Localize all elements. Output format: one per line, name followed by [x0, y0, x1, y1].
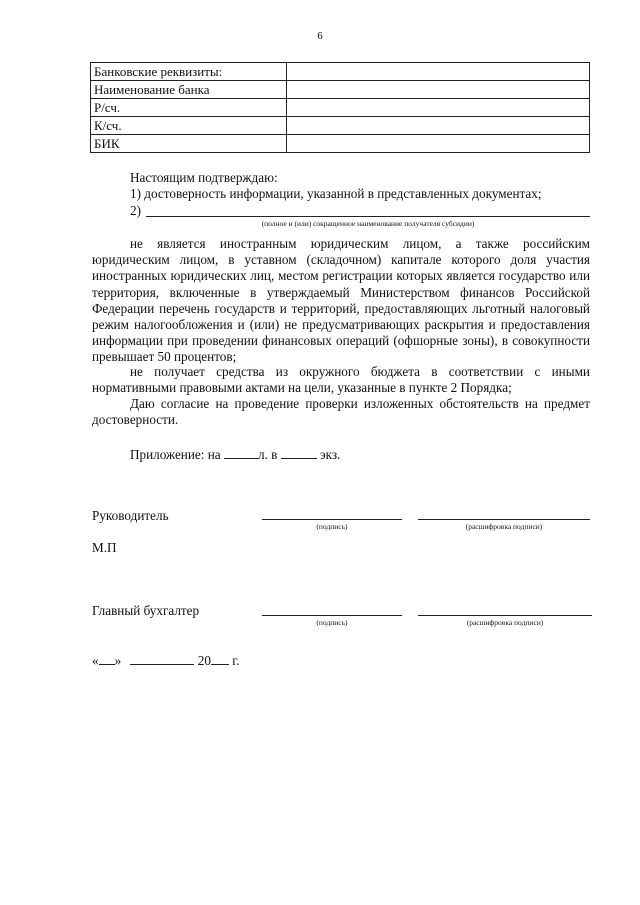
recipient-name-line[interactable] — [146, 216, 590, 217]
recipient-name-caption: (полное и (или) сокращенное наименование получателя субсидии) — [261, 219, 475, 228]
head-label: Руководитель — [92, 508, 169, 523]
accountant-label: Главный бухгалтер — [92, 603, 200, 618]
settlement-account-label: Р/сч. — [91, 99, 287, 117]
date-close-quote: » — [114, 653, 122, 668]
paragraph-consent — [92, 396, 590, 428]
head-signature-line[interactable] — [262, 519, 402, 520]
bik-label: БИК — [91, 135, 287, 153]
accountant-decoding-line[interactable] — [418, 615, 592, 616]
confirmation-item-2-prefix: 2) — [130, 203, 141, 218]
stamp-label: М.П — [92, 540, 117, 555]
appendix-copies-blank[interactable] — [281, 446, 317, 459]
head-decoding-line[interactable] — [418, 519, 590, 520]
date-open-quote: « — [92, 653, 99, 668]
table-row — [91, 99, 590, 117]
table-row — [91, 81, 590, 99]
bik-value[interactable] — [287, 135, 590, 153]
appendix-prefix: Приложение: на — [130, 447, 221, 462]
appendix-suffix: экз. — [319, 447, 341, 462]
appendix-line — [130, 446, 340, 463]
table-row — [91, 117, 590, 135]
confirmation-item-1: 1) достоверность информации, указанной в представленных документах; — [130, 186, 542, 201]
settlement-account-value[interactable] — [287, 99, 590, 117]
correspondent-account-value[interactable] — [287, 117, 590, 135]
accountant-decoding-caption: (расшифровка подписи) — [466, 618, 544, 627]
date-line — [92, 652, 239, 669]
bank-name-value[interactable] — [287, 81, 590, 99]
date-day-blank[interactable] — [99, 652, 115, 665]
bank-name-label: Наименование банка — [91, 81, 287, 99]
appendix-sheets-blank[interactable] — [224, 446, 258, 459]
paragraph-text: не получает средства из окружного бюджета в соответствии с иными нормативными правовыми актами на цели, указанные в пункте 2 Порядка; — [92, 364, 590, 396]
accountant-signature-line[interactable] — [262, 615, 402, 616]
correspondent-account-label: К/сч. — [91, 117, 287, 135]
bank-details-table — [90, 62, 590, 153]
date-year-prefix: 20 — [197, 653, 211, 668]
date-month-blank[interactable] — [130, 652, 194, 665]
confirmation-intro: Настоящим подтверждаю: — [130, 170, 278, 185]
date-year-suffix: г. — [232, 653, 240, 668]
appendix-middle: л. в — [257, 447, 278, 462]
table-row — [91, 135, 590, 153]
bank-details-value[interactable] — [287, 63, 590, 81]
head-decoding-caption: (расшифровка подписи) — [465, 522, 543, 531]
paragraph-text: Даю согласие на проведение проверки изложенных обстоятельств на предмет достоверности. — [92, 396, 590, 428]
paragraph-not-foreign-entity — [92, 236, 590, 366]
table-row — [91, 63, 590, 81]
paragraph-no-other-funds — [92, 364, 590, 396]
page-number: 6 — [317, 30, 323, 42]
paragraph-text: не является иностранным юридическим лицом, а также российским юридическим лицом, в уставном (складочном) капитале которого доля участия иностранных юридических лиц, местом регистрации которых является государство или территория, включенные в утверждаемый Министерством финансов Российской Федерации перечень государств и территорий, предоставляющих льготный налоговый режим налогообложения и (или) не предусматривающих раскрытия и предоставления информации при проведении финансовых операций (офшорные зоны), в совокупности превышает 50 процентов; — [92, 236, 590, 365]
date-year-blank[interactable] — [211, 652, 229, 665]
bank-details-label: Банковские реквизиты: — [91, 63, 287, 81]
head-signature-caption: (подпись) — [316, 522, 348, 531]
accountant-signature-caption: (подпись) — [316, 618, 348, 627]
